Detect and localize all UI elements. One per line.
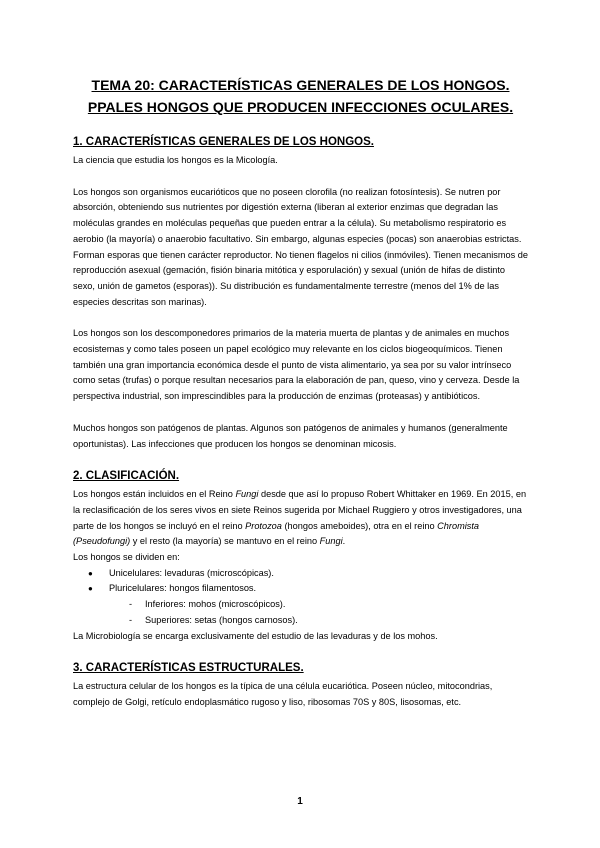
- document-title: [73, 74, 528, 118]
- italic-protozoa: Protozoa: [245, 520, 282, 531]
- section-1-paragraph-2: Los hongos son organismos eucarióticos que no poseen clorofila (no realizan fotosíntesis). Se nutren por absorción, obteniendo sus nutrientes por digestión externa (liberan al exterior enzimas que degradan las moléculas grandes en moléculas pequeñas que pueden entrar a la célula). Su metabolismo respiratorio es aerobio (la mayoría) o anaerobio facultativo. Sin embargo, algunas especies (pocas) son anaerobias estrictas. Forman esporas que tienen carácter reproductor. No tienen flagelos ni cilios (inmóviles). Tienen mecanismos de reproducción asexual (gemación, fisión binaria mitótica y esporulación) y sexual (unión de hifas de distinto sexo, unión de gametos (esporas)). Su distribución es fundamentalmente terrestre (menos del 1% de las especies descritas son marinas).: [73, 186, 529, 307]
- italic-fungi: Fungi: [235, 489, 259, 500]
- list-item: - Inferiores: mohos (microscópicos).: [73, 597, 528, 613]
- section-1-paragraph-1: La ciencia que estudia los hongos es la Micología.: [73, 155, 278, 165]
- title-line-2: PPALES HONGOS QUE PRODUCEN INFECCIONES OCULARES.: [87, 99, 514, 115]
- list-item: ● Unicelulares: levaduras (microscópicas).: [73, 566, 528, 582]
- text-span: (hongos ameboides), otra en el reino: [281, 520, 438, 531]
- text-span: Los hongos están incluidos en el Reino: [73, 489, 236, 500]
- section-1-paragraph-3: Los hongos son los descomponedores primarios de la materia muerta de plantas y de animales en muchos ecosistemas y como tales poseen un papel ecológico muy relevante en los ciclos biogeoquímicos. Tienen también una gran importancia económica desde el punto de vista alimentario, ya sea por su valor intrínseco como setas (trufas) o porque resultan necesarios para la elaboración de pan, queso, vino y cerveza. Desde la perspectiva industrial, son imprescindibles para la producción de enzimas (proteasas) y antibióticos.: [73, 328, 520, 402]
- title-line-1: TEMA 20: CARACTERÍSTICAS GENERALES DE LOS HONGOS.: [91, 77, 510, 93]
- text-span: .: [342, 536, 346, 547]
- italic-chromista: Chromista (Pseudofungi): [73, 520, 480, 547]
- page-number: 1: [297, 796, 303, 807]
- section-1-paragraph-4: Muchos hongos son patógenos de plantas. Algunos son patógenos de animales y humanos (generalmente oportunistas). Las infecciones que producen los hongos se denominan micosis.: [73, 422, 508, 449]
- section-3-paragraph-1: La estructura celular de los hongos es la típica de una célula eucariótica. Poseen núcleo, mitocondrias, complejo de Golgi, retículo endoplasmático rugoso y liso, ribosomas 70S y 80S, lisosomas, etc.: [73, 681, 493, 707]
- section-3-heading: 3. CARACTERÍSTICAS ESTRUCTURALES.: [73, 662, 304, 675]
- section-2-heading: 2. CLASIFICACIÓN.: [73, 470, 180, 483]
- classification-list: [73, 566, 528, 629]
- list-item: ● Pluricelulares: hongos filamentosos.: [73, 581, 528, 597]
- text-span: desde que así lo propuso Robert Whittaker en 1969. En 2015, en la reclasificación de los seres vivos en siete Reinos sugerida por Michael Ruggiero y otros investigadores, una parte de los hongos se incluyó en el reino: [73, 489, 527, 531]
- list-item: - Superiores: setas (hongos carnosos).: [73, 613, 528, 629]
- italic-fungi: Fungi: [319, 536, 343, 547]
- section-2-closing: La Microbiología se encarga exclusivamente del estudio de las levaduras y de los mohos.: [73, 630, 438, 641]
- text-span: y el resto (la mayoría) se mantuvo en el reino: [130, 536, 320, 547]
- section-2-divide-line: Los hongos se dividen en:: [73, 552, 180, 563]
- section-2-paragraph-1: [73, 487, 528, 550]
- section-1-heading: 1. CARACTERÍSTICAS GENERALES DE LOS HONGOS.: [73, 136, 374, 148]
